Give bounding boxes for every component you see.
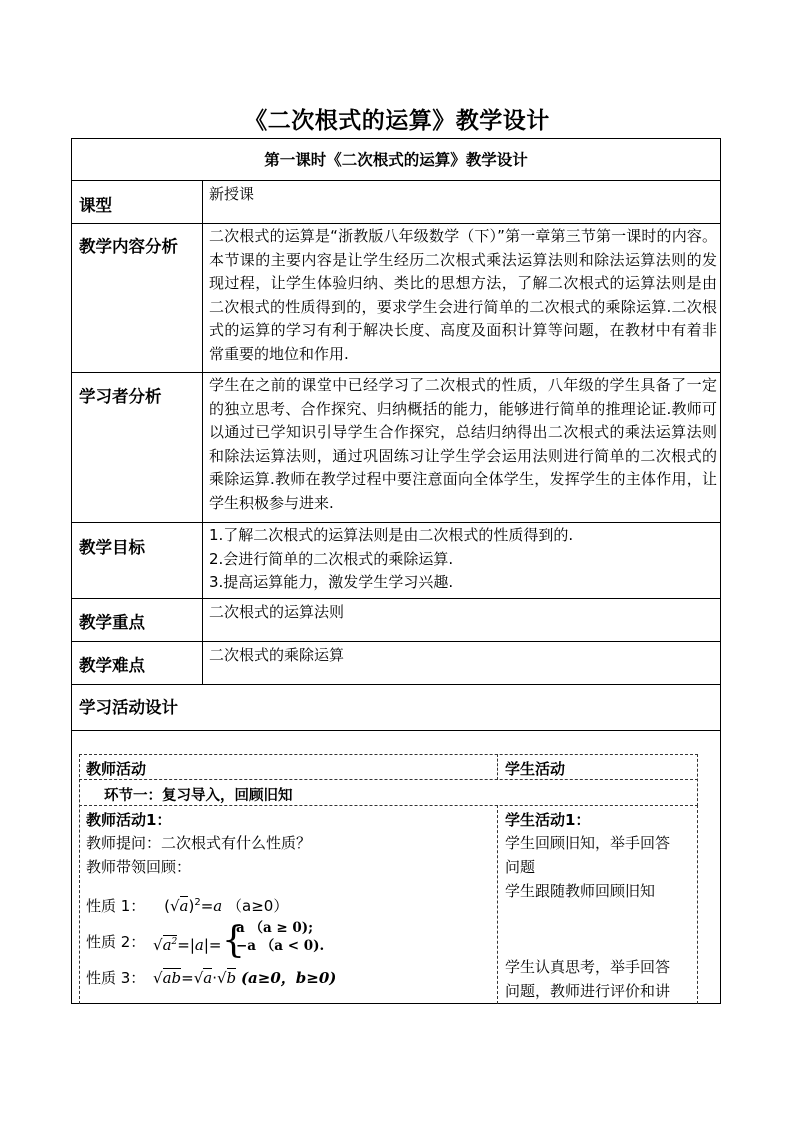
section-title: 环节一：复习导入，回顾旧知 <box>104 788 293 804</box>
row-divider <box>71 223 721 224</box>
teacher-activity-title: 教师活动1： <box>86 811 172 829</box>
teacher-question: 教师提问：二次根式有什么性质？ <box>86 834 312 852</box>
left-brace-icon: { <box>222 920 245 961</box>
property-2-label: 性质 2： <box>86 933 146 951</box>
label-difficulty: 教学难点 <box>79 656 145 675</box>
goals-list <box>209 524 717 595</box>
label-teaching-goals: 教学目标 <box>79 538 145 557</box>
property-1-label: 性质 1： <box>86 897 146 915</box>
label-activity-design: 学习活动设计 <box>79 698 178 717</box>
row-divider <box>71 730 721 731</box>
document-title: 《二次根式的运算》教学设计 <box>244 107 550 134</box>
property-1-formula: $(√a)^2=a$ <box>164 897 223 915</box>
student-line: 学生跟随教师回顾旧知 <box>505 882 656 900</box>
property-1 <box>86 891 288 918</box>
dashed-line <box>79 779 698 780</box>
key-point-value: 二次根式的运算法则 <box>209 603 345 621</box>
student-line: 学生回顾旧知，举手回答 <box>505 834 671 852</box>
row-divider <box>71 180 721 181</box>
property-3-formula: √ab=√a·√b (a≥0，b≥0) <box>153 969 337 987</box>
lesson-type-value: 新授课 <box>209 185 255 203</box>
column-divider <box>202 180 203 684</box>
content-analysis-text: 二次根式的运算是“浙教版八年级数学（下）”第一章第三节第一课时的内容。本节课的主要内容是让学生经历二次根式乘法运算法则和除法运算法则的发现过程，让学生体验归纳、类比的思想方法，了解二次根式的运算法则是由二次根式的性质得到的，要求学生会进行简单的二次根式的乘除运算.二次根式的运算的学习有利于解决长度、高度及面积计算等问题，在教材中有着非常重要的地位和作用. <box>209 227 717 363</box>
teacher-activity-header: 教师活动 <box>86 760 147 778</box>
goal-item: 2.会进行简单的二次根式的乘除运算. <box>209 549 454 568</box>
dashed-line <box>697 805 698 1004</box>
property-1-condition: （a≥0） <box>227 897 289 915</box>
table-subtitle: 第一课时《二次根式的运算》教学设计 <box>264 151 528 169</box>
property-2-case-1: a （a ≥ 0); <box>236 920 314 936</box>
property-2-formula: $√a^2=|a|=$ <box>153 936 222 954</box>
teacher-review: 教师带领回顾： <box>86 858 192 876</box>
student-line: 问题，教师进行评价和讲 <box>505 982 671 1000</box>
row-divider <box>71 522 721 523</box>
dashed-line <box>79 754 698 755</box>
dashed-line <box>697 754 698 806</box>
difficulty-value: 二次根式的乘除运算 <box>209 646 345 664</box>
dashed-line <box>497 805 498 1004</box>
label-key-point: 教学重点 <box>79 613 145 632</box>
dashed-line <box>79 754 80 1004</box>
goal-item: 3.提高运算能力，激发学生学习兴趣. <box>209 573 454 592</box>
student-activity-header: 学生活动 <box>505 760 566 778</box>
student-activity-title: 学生活动1： <box>505 811 591 829</box>
dashed-line <box>79 805 698 806</box>
property-2-case-2: −a （a < 0). <box>236 938 325 954</box>
label-lesson-type: 课型 <box>79 196 112 215</box>
row-divider <box>71 598 721 599</box>
property-3-condition: (a≥0，b≥0) <box>240 969 337 987</box>
property-3-label: 性质 3： <box>86 969 146 987</box>
row-divider <box>71 641 721 642</box>
goal-item: 1.了解二次根式的运算法则是由二次根式的性质得到的. <box>209 526 574 544</box>
dashed-line <box>497 754 498 780</box>
label-learner-analysis: 学习者分析 <box>79 387 162 406</box>
label-content-analysis: 教学内容分析 <box>79 237 178 256</box>
row-divider <box>71 372 721 373</box>
student-line: 问题 <box>505 858 536 876</box>
student-line: 学生认真思考，举手回答 <box>505 958 671 976</box>
learner-analysis-text: 学生在之前的课堂中已经学习了二次根式的性质，八年级的学生具备了一定的独立思考、合作探究、归纳概括的能力，能够进行简单的推理论证.教师可以通过已学知识引导学生合作探究，总结归纳得出二次根式的乘法运算法则和除法运算法则，通过巩固练习让学生学会运用法则进行简单的二次根式的乘除运算.教师在教学过程中要注意面向全体学生，发挥学生的主体作用，让学生积极参与进来. <box>209 376 717 512</box>
row-divider <box>71 684 721 685</box>
